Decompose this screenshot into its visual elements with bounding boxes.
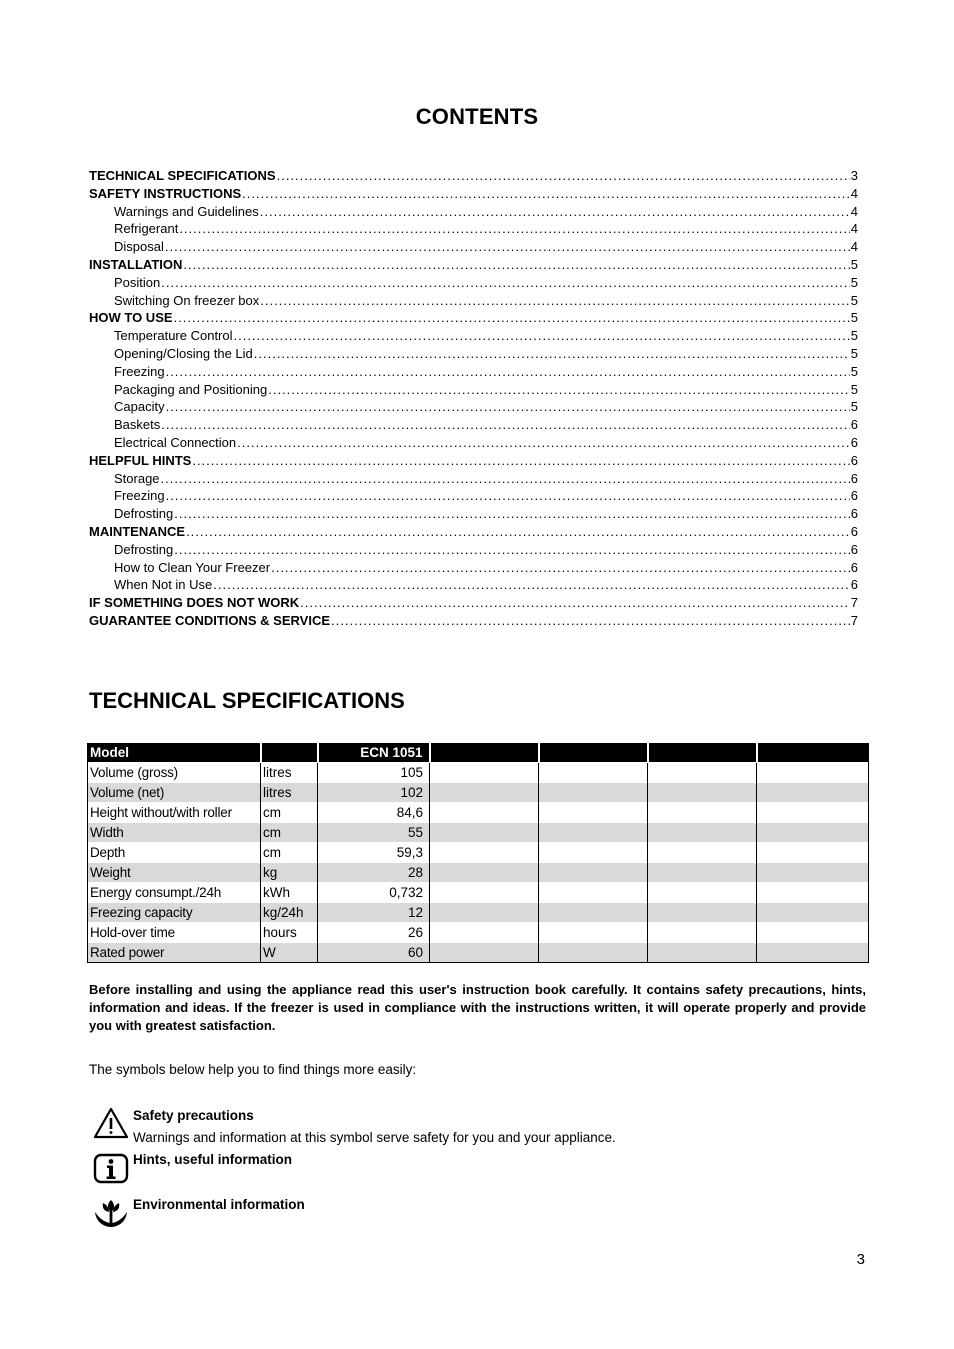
spec-row bbox=[88, 843, 869, 863]
toc-entry bbox=[89, 274, 858, 292]
spec-value: 55 bbox=[318, 823, 430, 843]
toc-entry-page: 6 bbox=[850, 506, 858, 522]
toc-entry bbox=[89, 309, 858, 327]
spec-empty-cell bbox=[539, 883, 648, 903]
toc-entry-page: 5 bbox=[850, 274, 858, 290]
spec-empty-cell bbox=[648, 883, 757, 903]
toc-leader-dots bbox=[242, 185, 850, 203]
toc-leader-dots bbox=[260, 292, 850, 310]
spec-empty-cell bbox=[539, 843, 648, 863]
toc-entry-page: 5 bbox=[850, 381, 858, 397]
toc-entry-page: 5 bbox=[850, 399, 858, 415]
spec-header-unit bbox=[261, 743, 318, 763]
spec-label: Energy consumpt./24h bbox=[88, 883, 261, 903]
spec-empty-cell bbox=[757, 823, 869, 843]
toc-entry-label: Position bbox=[114, 274, 161, 290]
hints-title: Hints, useful information bbox=[133, 1152, 293, 1167]
spec-empty-cell bbox=[648, 863, 757, 883]
spec-empty-cell bbox=[757, 803, 869, 823]
spec-header-empty bbox=[648, 743, 757, 763]
toc-leader-dots bbox=[166, 487, 850, 505]
spec-empty-cell bbox=[757, 843, 869, 863]
spec-empty-cell bbox=[648, 763, 757, 783]
spec-empty-cell bbox=[430, 763, 539, 783]
spec-header-model: ECN 1051 bbox=[318, 743, 430, 763]
toc-entry-label: HOW TO USE bbox=[89, 310, 173, 326]
spec-label: Volume (net) bbox=[88, 783, 261, 803]
toc-entry-page: 4 bbox=[850, 185, 858, 201]
toc-entry-label: Defrosting bbox=[114, 506, 174, 522]
toc-leader-dots bbox=[183, 256, 849, 274]
intro-paragraph: Before installing and using the appliance read this user's instruction book carefully. It contains safety precautions, hints, information and ideas. If the freezer is used in compliance with the instructions written, it will operate properly and provide you with greatest satisfaction. bbox=[89, 982, 866, 1033]
spec-unit: W bbox=[261, 943, 318, 963]
spec-row bbox=[88, 823, 869, 843]
toc-entry bbox=[89, 523, 858, 541]
spec-value: 26 bbox=[318, 923, 430, 943]
toc-entry-page: 5 bbox=[850, 256, 858, 272]
spec-empty-cell bbox=[430, 783, 539, 803]
toc-entry-page: 6 bbox=[850, 488, 858, 504]
toc-entry-label: Disposal bbox=[114, 239, 164, 255]
toc-entry-page: 7 bbox=[850, 612, 858, 628]
safety-precautions-text: Warnings and information at this symbol serve safety for you and your appliance. bbox=[133, 1130, 616, 1145]
toc-entry-page: 6 bbox=[850, 452, 858, 468]
toc-entry bbox=[89, 470, 858, 488]
toc-entry-page: 7 bbox=[850, 595, 858, 611]
spec-row bbox=[88, 863, 869, 883]
spec-unit: kg bbox=[261, 863, 318, 883]
toc-entry bbox=[89, 256, 858, 274]
toc-leader-dots bbox=[166, 363, 850, 381]
toc-entry-page: 6 bbox=[850, 470, 858, 486]
toc-entry bbox=[89, 363, 858, 381]
spec-empty-cell bbox=[648, 823, 757, 843]
spec-unit: cm bbox=[261, 803, 318, 823]
toc-entry bbox=[89, 612, 858, 630]
spec-label: Freezing capacity bbox=[88, 903, 261, 923]
toc-entry-label: Packaging and Positioning bbox=[114, 381, 268, 397]
spec-table bbox=[87, 743, 869, 963]
spec-empty-cell bbox=[539, 923, 648, 943]
spec-value: 84,6 bbox=[318, 803, 430, 823]
toc-entry bbox=[89, 203, 858, 221]
spec-empty-cell bbox=[757, 863, 869, 883]
spec-empty-cell bbox=[757, 923, 869, 943]
toc-leader-dots bbox=[179, 220, 849, 238]
toc-entry-label: Freezing bbox=[114, 488, 165, 504]
toc-leader-dots bbox=[174, 505, 850, 523]
spec-label: Rated power bbox=[88, 943, 261, 963]
spec-header-label: Model bbox=[88, 743, 261, 763]
spec-label: Height without/with roller bbox=[88, 803, 261, 823]
toc-entry-label: SAFETY INSTRUCTIONS bbox=[89, 185, 242, 201]
info-icon bbox=[93, 1151, 129, 1187]
toc-leader-dots bbox=[271, 559, 850, 577]
toc-entry-label: IF SOMETHING DOES NOT WORK bbox=[89, 595, 300, 611]
spec-empty-cell bbox=[539, 863, 648, 883]
toc-entry-label: How to Clean Your Freezer bbox=[114, 559, 271, 575]
toc-entry bbox=[89, 167, 858, 185]
spec-unit: cm bbox=[261, 823, 318, 843]
toc-entry-page: 6 bbox=[850, 559, 858, 575]
toc-entry-page: 5 bbox=[850, 363, 858, 379]
technical-specifications-title: TECHNICAL SPECIFICATIONS bbox=[89, 688, 405, 713]
contents-title: CONTENTS bbox=[415, 104, 539, 129]
toc-leader-dots bbox=[174, 309, 850, 327]
toc-entry-page: 4 bbox=[850, 239, 858, 255]
toc-leader-dots bbox=[277, 167, 850, 185]
toc-entry-label: Capacity bbox=[114, 399, 165, 415]
toc-leader-dots bbox=[192, 452, 849, 470]
spec-row bbox=[88, 763, 869, 783]
spec-empty-cell bbox=[757, 903, 869, 923]
toc-entry bbox=[89, 559, 858, 577]
spec-table-header bbox=[88, 743, 869, 763]
symbols-lead-text: The symbols below help you to find things more easily: bbox=[89, 1062, 417, 1077]
spec-unit: kWh bbox=[261, 883, 318, 903]
spec-empty-cell bbox=[430, 923, 539, 943]
warning-triangle-icon bbox=[93, 1106, 129, 1142]
toc-entry-page: 4 bbox=[850, 221, 858, 237]
toc-entry-page: 3 bbox=[850, 168, 858, 183]
spec-empty-cell bbox=[430, 883, 539, 903]
toc-entry-label: Freezing bbox=[114, 363, 165, 379]
spec-empty-cell bbox=[648, 843, 757, 863]
table-of-contents bbox=[89, 167, 858, 630]
spec-unit: kg/24h bbox=[261, 903, 318, 923]
toc-leader-dots bbox=[165, 238, 850, 256]
toc-entry bbox=[89, 594, 858, 612]
toc-entry bbox=[89, 327, 858, 345]
toc-entry-label: TECHNICAL SPECIFICATIONS bbox=[89, 168, 276, 183]
spec-empty-cell bbox=[648, 803, 757, 823]
toc-entry bbox=[89, 238, 858, 256]
spec-label: Volume (gross) bbox=[88, 763, 261, 783]
toc-leader-dots bbox=[174, 541, 850, 559]
spec-unit: cm bbox=[261, 843, 318, 863]
spec-value: 102 bbox=[318, 783, 430, 803]
toc-leader-dots bbox=[166, 398, 850, 416]
spec-row bbox=[88, 883, 869, 903]
spec-empty-cell bbox=[648, 923, 757, 943]
toc-leader-dots bbox=[268, 381, 850, 399]
spec-row bbox=[88, 803, 869, 823]
spec-empty-cell bbox=[430, 863, 539, 883]
environmental-title: Environmental information bbox=[133, 1197, 305, 1212]
toc-entry bbox=[89, 292, 858, 310]
spec-empty-cell bbox=[757, 883, 869, 903]
spec-header-empty bbox=[430, 743, 539, 763]
spec-empty-cell bbox=[430, 823, 539, 843]
spec-header-empty bbox=[757, 743, 869, 763]
toc-entry-page: 5 bbox=[850, 310, 858, 326]
spec-empty-cell bbox=[648, 903, 757, 923]
toc-entry-label: Defrosting bbox=[114, 541, 174, 557]
toc-entry bbox=[89, 434, 858, 452]
spec-empty-cell bbox=[757, 783, 869, 803]
toc-leader-dots bbox=[213, 576, 850, 594]
toc-entry bbox=[89, 505, 858, 523]
spec-empty-cell bbox=[648, 943, 757, 963]
toc-entry-label: Warnings and Guidelines bbox=[114, 203, 259, 219]
spec-row bbox=[88, 903, 869, 923]
spec-empty-cell bbox=[539, 803, 648, 823]
toc-entry-page: 6 bbox=[850, 541, 858, 557]
toc-entry-page: 5 bbox=[850, 292, 858, 308]
spec-empty-cell bbox=[430, 943, 539, 963]
toc-entry-page: 6 bbox=[850, 523, 858, 539]
toc-entry bbox=[89, 345, 858, 363]
spec-unit: litres bbox=[261, 763, 318, 783]
spec-unit: litres bbox=[261, 783, 318, 803]
toc-entry-label: Temperature Control bbox=[114, 328, 233, 344]
toc-entry-page: 5 bbox=[850, 345, 858, 361]
toc-entry-label: Refrigerant bbox=[114, 221, 179, 237]
toc-entry-page: 6 bbox=[850, 417, 858, 433]
toc-entry-page: 6 bbox=[850, 434, 858, 450]
toc-entry bbox=[89, 381, 858, 399]
toc-leader-dots bbox=[260, 203, 850, 221]
toc-entry-label: Storage bbox=[114, 470, 160, 486]
spec-value: 59,3 bbox=[318, 843, 430, 863]
spec-empty-cell bbox=[539, 943, 648, 963]
toc-entry bbox=[89, 398, 858, 416]
toc-leader-dots bbox=[161, 274, 850, 292]
toc-entry-label: Switching On freezer box bbox=[114, 292, 260, 308]
spec-value: 105 bbox=[318, 763, 430, 783]
toc-leader-dots bbox=[186, 523, 850, 541]
toc-entry-label: When Not in Use bbox=[114, 577, 213, 593]
spec-empty-cell bbox=[539, 903, 648, 923]
spec-label: Hold-over time bbox=[88, 923, 261, 943]
safety-precautions-title: Safety precautions bbox=[133, 1108, 254, 1123]
spec-empty-cell bbox=[539, 783, 648, 803]
toc-entry bbox=[89, 220, 858, 238]
toc-entry-label: MAINTENANCE bbox=[89, 523, 186, 539]
spec-unit: hours bbox=[261, 923, 318, 943]
toc-entry bbox=[89, 185, 858, 203]
toc-entry-label: HELPFUL HINTS bbox=[89, 452, 192, 468]
toc-entry bbox=[89, 576, 858, 594]
toc-entry-page: 6 bbox=[850, 577, 858, 593]
spec-row bbox=[88, 943, 869, 963]
toc-entry-label: INSTALLATION bbox=[89, 256, 183, 272]
spec-label: Depth bbox=[88, 843, 261, 863]
toc-leader-dots bbox=[300, 594, 850, 612]
spec-header-empty bbox=[539, 743, 648, 763]
toc-leader-dots bbox=[161, 470, 850, 488]
toc-leader-dots bbox=[161, 416, 850, 434]
toc-entry bbox=[89, 452, 858, 470]
toc-entry-page: 5 bbox=[850, 328, 858, 344]
spec-empty-cell bbox=[757, 763, 869, 783]
spec-empty-cell bbox=[757, 943, 869, 963]
spec-empty-cell bbox=[648, 783, 757, 803]
toc-entry bbox=[89, 487, 858, 505]
toc-entry-label: GUARANTEE CONDITIONS & SERVICE bbox=[89, 612, 331, 628]
toc-leader-dots bbox=[237, 434, 850, 452]
toc-entry bbox=[89, 541, 858, 559]
toc-entry-label: Electrical Connection bbox=[114, 434, 237, 450]
toc-entry-page: 4 bbox=[850, 203, 858, 219]
spec-value: 12 bbox=[318, 903, 430, 923]
spec-label: Weight bbox=[88, 863, 261, 883]
toc-leader-dots bbox=[254, 345, 850, 363]
spec-label: Width bbox=[88, 823, 261, 843]
toc-leader-dots bbox=[331, 612, 850, 630]
spec-value: 28 bbox=[318, 863, 430, 883]
toc-entry-label: Baskets bbox=[114, 417, 161, 433]
spec-row bbox=[88, 783, 869, 803]
spec-empty-cell bbox=[430, 803, 539, 823]
spec-row bbox=[88, 923, 869, 943]
spec-empty-cell bbox=[430, 903, 539, 923]
toc-leader-dots bbox=[234, 327, 850, 345]
spec-empty-cell bbox=[539, 763, 648, 783]
toc-entry-label: Opening/Closing the Lid bbox=[114, 345, 253, 361]
spec-empty-cell bbox=[430, 843, 539, 863]
toc-entry bbox=[89, 416, 858, 434]
page-number: 3 bbox=[856, 1251, 865, 1268]
spec-value: 60 bbox=[318, 943, 430, 963]
environment-plant-icon bbox=[93, 1196, 129, 1232]
spec-empty-cell bbox=[539, 823, 648, 843]
spec-value: 0,732 bbox=[318, 883, 430, 903]
